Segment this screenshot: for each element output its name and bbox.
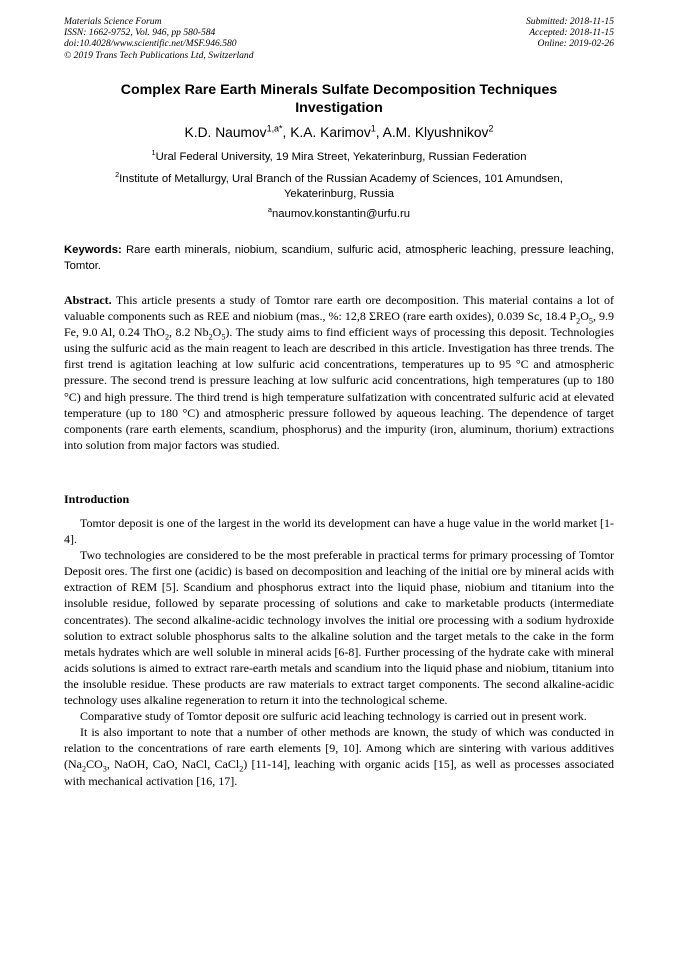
section-heading-introduction: Introduction <box>64 492 130 506</box>
abstract-block <box>64 292 614 453</box>
affiliation-2-line-1: Institute of Metallurgy, Ural Branch of the Russian Academy of Sciences, 101 Amundsen, <box>119 173 563 185</box>
paper-title <box>64 81 614 117</box>
intro-paragraph-2: Two technologies are considered to be the most preferable in practical terms for primary processing of Tomtor Deposit ores. The first one (acidic) is based on decomposition and leaching of the initial ore by mineral acids with extraction of REM [5]. Scandium and phosphorus extract into the liquid phase, niobium and titanium into the insoluble residue, followed by separate processing of solutions and cake to marketable products (intermediate concentrates). The second alkaline-acidic technology involves the initial ore processing with a sodium hydroxide solution to extract soluble phosphorus salts to the alkaline solution and the target metals to the cake in the form metals hydrates which are well soluble in mineral acids [6-8]. Further processing of the hydrate cake with mineral acids solutions is aimed to extract rare-earth metals and scandium into the liquid phase and niobium, titanium into the insoluble residue. These products are raw materials to extract target components. The second alkaline-acidic technology uses alkaline regeneration to return it into the technological scheme. <box>64 548 614 708</box>
abstract-sub-4: 2 <box>208 332 213 342</box>
author-1-mark: 1,a* <box>266 123 283 134</box>
abstract-sub-3: 2 <box>164 332 170 342</box>
intro-p4-text-3: , NaOH, CaO, NaCl, CaCl <box>106 757 240 772</box>
author-3: , A.M. Klyushnikov <box>375 125 489 140</box>
journal-name: Materials Science Forum <box>64 16 162 27</box>
affiliation-1-text: Ural Federal University, 19 Mira Street, Yekaterinburg, Russian Federation <box>155 151 527 163</box>
author-email[interactable]: naumov.konstantin@urfu.ru <box>271 208 411 220</box>
author-2-mark: 1 <box>370 123 376 134</box>
journal-header-left <box>64 16 254 61</box>
author-1: K.D. Naumov <box>184 125 267 140</box>
intro-p4-text-2: CO <box>86 757 103 772</box>
title-line-1: Complex Rare Earth Minerals Sulfate Decomposition Techniques <box>120 82 558 98</box>
accepted-date: Accepted: 2018-11-15 <box>529 27 614 39</box>
intro-p4-sub-3: 2 <box>239 764 244 774</box>
author-3-mark: 2 <box>488 123 494 134</box>
abstract-label: Abstract. <box>64 293 112 307</box>
keywords-block <box>64 243 614 274</box>
intro-paragraph-4 <box>64 724 614 788</box>
affiliation-2-mark: 2 <box>115 170 120 180</box>
abstract-text-3: , 9.9 Fe, 9.0 Al, 0.24 ThO <box>64 309 615 340</box>
abstract-text-5: O <box>212 325 222 340</box>
intro-p4-text-1: It is also important to note that a number of other methods are known, the study of which was conducted in relation to the concentrations of rare earth elements [9, 10]. Among which are sintering with various additives (Na <box>64 725 614 772</box>
abstract-sub-2: 5 <box>588 316 593 326</box>
email-mark: a <box>267 205 272 215</box>
keywords-label: Keywords: <box>64 244 122 256</box>
author-list <box>64 124 614 142</box>
author-2: , K.A. Karimov <box>282 125 371 140</box>
affiliation-2 <box>64 172 614 203</box>
affiliation-1 <box>64 150 614 165</box>
affiliation-1-mark: 1 <box>151 148 156 158</box>
abstract-text-6: ). The study aims to find efficient ways of processing this deposit. Technologies using the sulfuric acid as the main reagent to leach are described in this article. Investigation has three trends. The first trend is agitation leaching at low sulfuric acid concentrations, temperatures up to 95 °C and atmospheric pressure. The second trend is pressure leaching at low sulfuric acid concentrations, high temperatures (up to 180 °C) and high pressure. The third trend is high temperature sulfatization with concentrated sulfuric acid at elevated temperature (up to 180 °C) and atmospheric pressure followed by aqueous leaching. The dependence of target components (rare earth elements, scandium, phosphorus) and the impurity (iron, aluminum, thorium) extractions into solution from major factors was studied. <box>64 325 614 452</box>
intro-paragraph-1: Tomtor deposit is one of the largest in the world its development can have a huge value in the world market [1-4]. <box>64 516 614 547</box>
abstract-sub-1: 2 <box>576 316 581 326</box>
email-line <box>64 207 614 222</box>
issn-line: ISSN: 1662-9752, Vol. 946, pp 580-584 <box>64 27 216 39</box>
intro-paragraph-3: Comparative study of Tomtor deposit ore sulfuric acid leaching technology is carried out in present work. <box>80 709 587 724</box>
intro-p4-sub-2: 3 <box>102 764 107 774</box>
introduction-body <box>64 515 614 789</box>
abstract-sub-5: 5 <box>221 332 226 342</box>
online-date: Online: 2019-02-26 <box>537 38 614 50</box>
keywords-text: Rare earth minerals, niobium, scandium, sulfuric acid, atmospheric leaching, pressure leaching, Tomtor. <box>64 244 614 272</box>
title-line-2: Investigation <box>295 100 383 116</box>
abstract-text-4: , 8.2 Nb <box>169 325 209 340</box>
intro-p4-text-4: ) [11-14], leaching with organic acids [15], as well as processes associated with mechanical activation [16, 17]. <box>64 757 614 788</box>
journal-header-right <box>526 16 614 50</box>
abstract-text-2: O <box>580 309 589 324</box>
abstract-paragraph <box>64 292 614 453</box>
doi-line[interactable]: doi:10.4028/www.scientific.net/MSF.946.580 <box>64 38 237 50</box>
copyright-line: © 2019 Trans Tech Publications Ltd, Switzerland <box>64 49 254 61</box>
affiliation-2-line-2: Yekaterinburg, Russia <box>283 188 395 201</box>
intro-p4-sub-1: 2 <box>82 764 87 774</box>
submitted-date: Submitted: 2018-11-15 <box>525 16 614 27</box>
abstract-text-1: This article presents a study of Tomtor rare earth ore decomposition. This material contains a lot of valuable components such as REE and niobium (mas., %: 12,8 ΣREO (rare earth oxides), 0.039 Sc, 18.4 P <box>64 293 614 324</box>
